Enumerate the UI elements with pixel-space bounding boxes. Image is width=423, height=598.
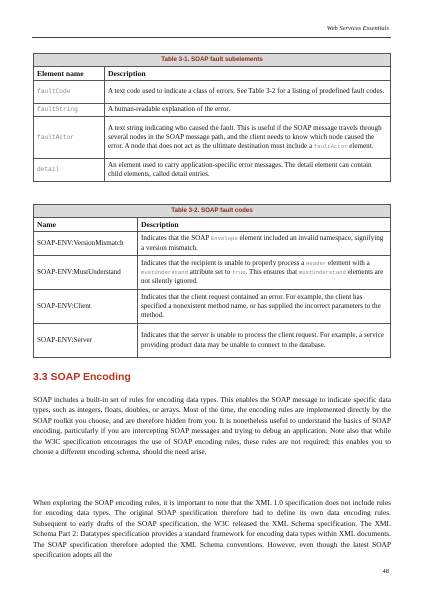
body-paragraph: SOAP includes a built-in set of rules for encoding data types. This enables the SOAP message to indicate specific data types, such as integers, floats, doubles, or arrays. Most of the time, the encoding rules are implemented directly by the SOAP toolkit you choose, and are therefore hidden from you. It is nonetheless useful to understand the basics of SOAP encoding, particularly if you are intercepting SOAP messages and trying to debug an application. Note also that while the W3C specification encourages the use of SOAP encoding rules, these rules are not required; this enables you to choose a different encoding schema, should the need arise. <box>33 395 391 457</box>
table-row <box>34 104 391 117</box>
inline-code: mustUnderstand <box>298 268 346 276</box>
description-cell: Indicates that the client request contained an error. For example, the client has specified a nonexistent method name, or has supplied the incorrect parameters to the method. <box>138 290 391 324</box>
table-caption: Table 3-2. SOAP fault codes <box>33 204 391 217</box>
table-row <box>34 117 391 159</box>
element-name-cell: faultString <box>34 104 105 117</box>
running-header: Web Services Essentials <box>326 25 389 32</box>
fault-code-cell: SOAP-ENV:MustUnderstand <box>34 256 138 290</box>
table-caption: Table 3-1. SOAP fault subelements <box>33 53 391 66</box>
description-cell <box>138 256 391 290</box>
fault-subelements-table <box>33 53 391 182</box>
fault-code-cell: SOAP-ENV:Server <box>34 324 138 358</box>
inline-code: true <box>232 268 246 276</box>
description-cell <box>138 232 391 256</box>
element-name-cell: detail <box>34 159 105 182</box>
description-text: . This ensures that <box>245 267 299 276</box>
element-name-cell: faultActor <box>34 117 105 159</box>
page-number: 48 <box>382 568 389 575</box>
table-row <box>34 159 391 182</box>
description-cell: Indicates that the server is unable to process the client request. For example, a service providing product data may be unable to connect to the database. <box>138 324 391 358</box>
inline-code: Envelope <box>210 235 238 243</box>
fault-code-cell: SOAP-ENV:Client <box>34 290 138 324</box>
fault-code-cell: SOAP-ENV:VersionMismatch <box>34 232 138 256</box>
header-rule <box>32 37 391 38</box>
description-text: attribute set to <box>188 267 233 276</box>
description-cell: An element used to carry application-specific error messages. The detail element can contain child elements, called detail entries. <box>105 159 391 182</box>
description-text: element with a <box>326 258 370 267</box>
table-row <box>34 324 391 358</box>
table-row <box>34 290 391 324</box>
section-heading: 3.3 SOAP Encoding <box>33 371 131 383</box>
column-header: Description <box>138 218 391 232</box>
fault-codes-table <box>33 204 391 358</box>
description-text: Indicates that the recipient is unable to properly process a <box>141 258 307 267</box>
table-row <box>34 256 391 290</box>
description-text: element. <box>347 142 374 151</box>
description-text: A text string indicating who caused the fault. This is useful if the SOAP message travels through several nodes in the SOAP message path, and the client needs to know which node caused the error. A node that does not act as the ultimate destination must include a <box>108 123 382 151</box>
description-cell <box>105 117 391 159</box>
description-cell: A human-readable explanation of the error. <box>105 104 391 117</box>
description-text: elements are not silently ignored. <box>141 267 384 286</box>
description-cell: A text code used to indicate a class of errors. See Table 3-2 for a listing of predefined fault codes. <box>105 81 391 104</box>
description-text: element included an invalid namespace, signifying a version mismatch. <box>141 234 384 252</box>
inline-code: mustUnderstand <box>141 268 188 276</box>
element-name-cell: faultCode <box>34 81 105 104</box>
body-paragraph: When exploring the SOAP encoding rules, it is important to note that the XML 1.0 specification does not include rules for encoding data types. The original SOAP specification therefore had to define its own data encoding rules. Subsequent to early drafts of the SOAP specification, the W3C released the XML Schema specification. The XML Schema Part 2: Datatypes specification provides a standard framework for encoding data types within XML documents. The SOAP specification therefore adopted the XML Schema conventions. However, even though the latest SOAP specification adopts all the <box>33 498 391 560</box>
inline-code: faultActor <box>313 143 348 151</box>
inline-code: Header <box>306 259 327 267</box>
column-header: Element name <box>34 67 105 81</box>
description-text: Indicates that the SOAP <box>141 234 211 243</box>
table-row <box>34 81 391 104</box>
column-header: Description <box>105 67 391 81</box>
table-row <box>34 232 391 256</box>
column-header: Name <box>34 218 138 232</box>
